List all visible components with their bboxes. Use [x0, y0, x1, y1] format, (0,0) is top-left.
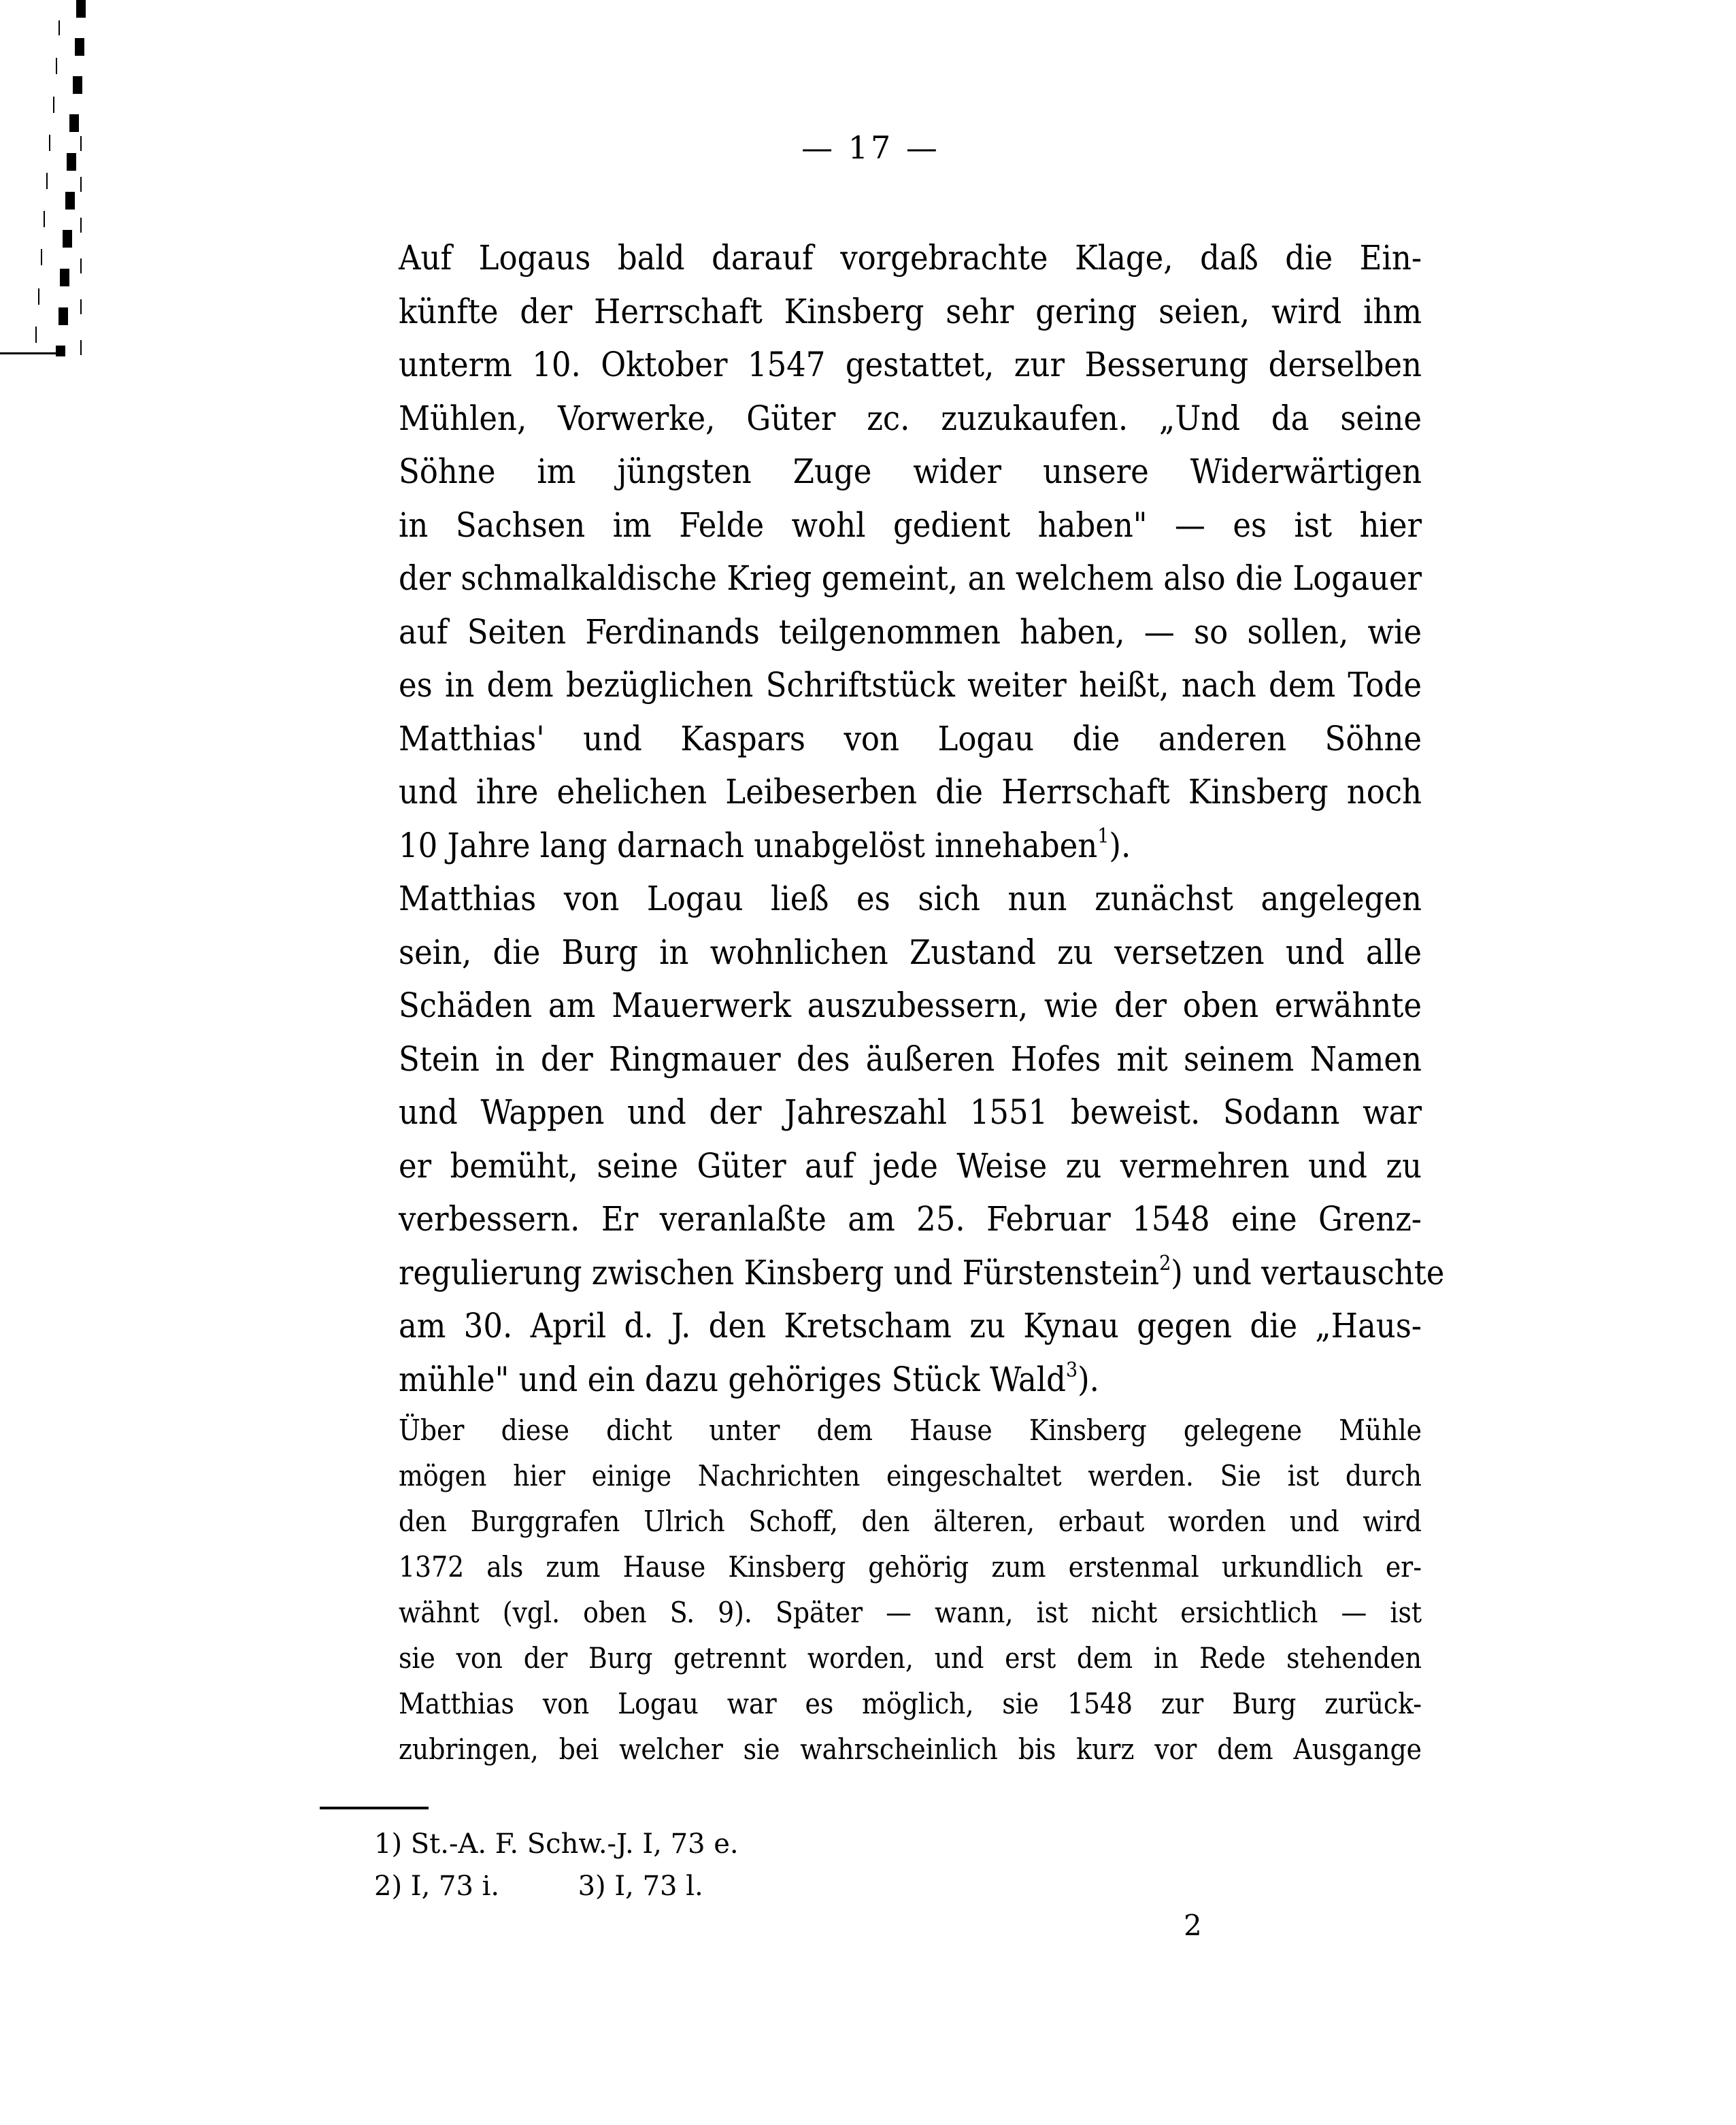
footnote-text: I, 73 l. [614, 1871, 703, 1902]
text-line: sie von der Burg getrennt worden, und erst dem in Rede stehenden [399, 1641, 1422, 1675]
footnote-1 [374, 1823, 739, 1865]
scan-mark [59, 307, 68, 325]
text-line: Matthias von Logau ließ es sich nun zunächst angelegen [399, 879, 1422, 918]
body-text [320, 231, 1445, 1772]
paragraph-3-small-print [320, 1407, 1422, 1772]
text-line: Matthias' und Kaspars von Logau die anderen Söhne [399, 718, 1422, 758]
footnote-text: St.-A. F. Schw.-J. I, 73 e. [410, 1828, 739, 1860]
scan-speck [59, 20, 60, 35]
text-line-tail: ). [1078, 1359, 1099, 1399]
text-line: verbessern. Er veranlaßte am 25. Februar 1548 eine Grenz- [399, 1199, 1422, 1239]
text-line-tail: ). [1109, 825, 1131, 865]
text-line: mögen hier einige Nachrichten eingeschaltet werden. Sie ist durch [399, 1459, 1422, 1492]
scan-speck [38, 288, 39, 305]
text-line: es in dem bezüglichen Schriftstück weiter heißt, nach dem Tode [399, 665, 1422, 705]
scan-mark [60, 269, 69, 286]
text-line: künfte der Herrschaft Kinsberg sehr gering seien, wird ihm [399, 291, 1422, 331]
scan-speck [80, 177, 82, 192]
text-line: und Wappen und der Jahreszahl 1551 beweist. Sodann war [399, 1092, 1422, 1132]
text-line: auf Seiten Ferdinands teilgenommen haben, — so sollen, wie [399, 612, 1422, 652]
scan-mark [73, 76, 82, 94]
scan-speck [49, 135, 50, 151]
footnote-2-3 [374, 1865, 739, 1907]
scan-mark [69, 114, 79, 132]
scan-mark [63, 230, 72, 248]
text-line: den Burggrafen Ulrich Schoff, den älteren, erbaut worden und wird [399, 1505, 1422, 1538]
scan-edge-artifacts [0, 0, 109, 2125]
scan-mark [75, 38, 84, 56]
text-line: und ihre ehelichen Leibeserben die Herrschaft Kinsberg noch [399, 772, 1422, 811]
footnote-mark: 2) [374, 1871, 403, 1902]
scan-mark [0, 352, 61, 354]
scan-speck [80, 258, 82, 273]
text-line: der schmalkaldische Krieg gemeint, an welchem also die Logauer [399, 558, 1422, 598]
footnote-divider [320, 1807, 429, 1809]
signature-mark: 2 [1184, 1909, 1202, 1942]
text-line: wähnt (vgl. oben S. 9). Später — wann, ist nicht ersichtlich — ist [399, 1596, 1422, 1629]
scan-mark [76, 0, 86, 18]
text-line-content: 10 Jahre lang darnach unabgelöst innehaben [399, 825, 1098, 865]
text-line: Mühlen, Vorwerke, Güter zc. zuzukaufen. „Und da seine [399, 398, 1422, 438]
text-line: Söhne im jüngsten Zuge wider unsere Widerwärtigen [399, 452, 1422, 491]
text-line: 1372 als zum Hause Kinsberg gehörig zum erstenmal urkundlich er- [399, 1550, 1422, 1584]
text-line: Schäden am Mauerwerk auszubessern, wie der oben erwähnte [399, 986, 1422, 1025]
text-line: sein, die Burg in wohnlichen Zustand zu versetzen und alle [399, 932, 1422, 972]
scan-speck [80, 299, 82, 314]
footnote-text: I, 73 i. [410, 1871, 500, 1902]
text-line-content: regulierung zwischen Kinsberg und Fürstenstein [399, 1252, 1160, 1292]
scan-mark [67, 153, 76, 171]
text-line-content: mühle" und ein dazu gehöriges Stück Wald [399, 1359, 1066, 1399]
text-line [320, 1353, 1422, 1407]
text-line [320, 819, 1422, 873]
text-line-tail: ) und vertauschte [1171, 1252, 1445, 1292]
paragraph-1 [320, 231, 1422, 872]
text-line: in Sachsen im Felde wohl gedient haben" — es ist hier [399, 505, 1422, 545]
scan-mark [65, 192, 75, 210]
scan-speck [56, 58, 57, 74]
scan-speck [41, 249, 42, 265]
footnote-mark: 1) [374, 1828, 403, 1860]
footnote-ref-3[interactable]: 3 [1065, 1358, 1078, 1382]
text-line: Über diese dicht unter dem Hause Kinsberg gelegene Mühle [399, 1413, 1422, 1447]
scan-speck [80, 136, 82, 151]
text-line: er bemüht, seine Güter auf jede Weise zu vermehren und zu [399, 1145, 1422, 1186]
text-line: Matthias von Logau war es möglich, sie 1548 zur Burg zurück- [399, 1687, 1422, 1720]
scan-speck [46, 173, 48, 189]
text-line: am 30. April d. J. den Kretscham zu Kynau gegen die „Haus- [399, 1306, 1422, 1345]
scan-speck [80, 218, 82, 233]
text-line [320, 1246, 1445, 1300]
scan-speck [53, 97, 54, 113]
text-line: unterm 10. Oktober 1547 gestattet, zur Besserung derselben [399, 345, 1422, 384]
footnote-ref-1[interactable]: 1 [1097, 824, 1109, 848]
paragraph-2 [320, 872, 1445, 1406]
footnote-ref-2[interactable]: 2 [1159, 1251, 1171, 1275]
scan-speck [44, 211, 45, 227]
running-head-page-number: — 17 — [801, 129, 940, 166]
scan-speck [80, 340, 82, 355]
scan-speck [35, 327, 37, 343]
text-line: Stein in der Ringmauer des äußeren Hofes mit seinem Namen [399, 1039, 1422, 1079]
text-line: Auf Logaus bald darauf vorgebrachte Klage, daß die Ein- [399, 238, 1422, 278]
text-line: zubringen, bei welcher sie wahrscheinlich bis kurz vor dem Ausgange [399, 1733, 1422, 1766]
footnote-mark: 3) [578, 1871, 606, 1902]
footnotes [374, 1823, 739, 1907]
scan-mark [56, 346, 65, 356]
